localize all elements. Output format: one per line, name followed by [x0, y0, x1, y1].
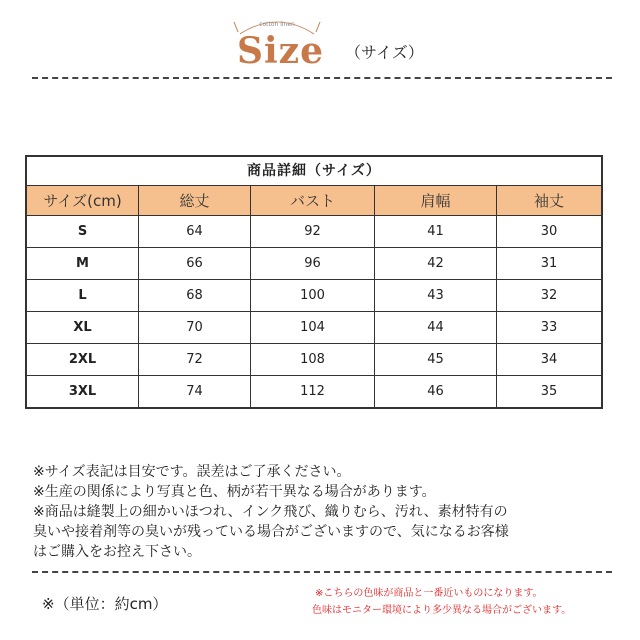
color-note-line: 色味はモニター環境により多少異なる場合がございます。: [312, 605, 572, 616]
note-line: ※商品は縫製上の細かいほつれ、インク飛び、織りむら、汚れ、素材特有の: [33, 504, 508, 520]
table-row: [27, 312, 601, 344]
notes-block: [33, 462, 623, 562]
table-header-row: [27, 186, 601, 216]
table-row: [27, 216, 601, 248]
size-label: S: [27, 216, 139, 247]
note-line: 臭いや接着剤等の臭いが残っている場合がございますので、気になるお客様: [33, 524, 509, 540]
unit-note: ※（単位：約cm）: [42, 595, 168, 613]
brand-small-text: cotton linen: [259, 21, 295, 28]
bottom-divider: [32, 571, 612, 573]
table-cell: 43: [375, 280, 497, 311]
note-line: ※サイズ表記は目安です。誤差はご了承ください。: [33, 464, 351, 480]
column-header: 肩幅: [375, 186, 497, 215]
table-cell: 112: [251, 376, 375, 407]
size-label: L: [27, 280, 139, 311]
table-cell: 46: [375, 376, 497, 407]
column-header: 袖丈: [497, 186, 601, 215]
table-row: [27, 376, 601, 407]
size-label: M: [27, 248, 139, 279]
table-cell: 42: [375, 248, 497, 279]
top-divider: [32, 77, 612, 79]
table-cell: 100: [251, 280, 375, 311]
page-title: Size: [237, 30, 325, 72]
note-line: はご購入をお控え下さい。: [33, 544, 201, 560]
table-cell: 108: [251, 344, 375, 375]
table-cell: 44: [375, 312, 497, 343]
table-cell: 35: [540, 384, 558, 399]
table-cell: 64: [139, 216, 251, 247]
column-header: サイズ(cm): [27, 186, 139, 215]
table-cell: 32: [540, 288, 558, 303]
color-note-line: ※こちらの色味が商品と一番近いものになります。: [315, 588, 543, 599]
color-note: [312, 585, 634, 619]
size-label: 3XL: [27, 376, 139, 407]
note-line: ※生産の関係により写真と色、柄が若干異なる場合があります。: [33, 484, 436, 500]
size-table: [25, 155, 603, 409]
table-cell: 72: [139, 344, 251, 375]
table-cell: 34: [540, 352, 558, 367]
size-label: XL: [27, 312, 139, 343]
table-cell: 104: [251, 312, 375, 343]
size-label: 2XL: [27, 344, 139, 375]
column-header: 総丈: [139, 186, 251, 215]
title-area: [0, 8, 640, 74]
table-row: [27, 248, 601, 280]
table-cell: 45: [375, 344, 497, 375]
table-cell: 33: [540, 320, 558, 335]
table-cell: 66: [139, 248, 251, 279]
page-subtitle: （サイズ）: [345, 43, 424, 62]
table-cell: 70: [139, 312, 251, 343]
table-caption: 商品詳細（サイズ）: [27, 157, 601, 186]
table-cell: 74: [139, 376, 251, 407]
table-cell: 92: [251, 216, 375, 247]
table-cell: 30: [540, 224, 558, 239]
table-cell: 41: [375, 216, 497, 247]
table-cell: 31: [540, 256, 558, 271]
table-row: [27, 280, 601, 312]
table-row: [27, 344, 601, 376]
table-cell: 96: [251, 248, 375, 279]
table-cell: 68: [139, 280, 251, 311]
column-header: バスト: [251, 186, 375, 215]
